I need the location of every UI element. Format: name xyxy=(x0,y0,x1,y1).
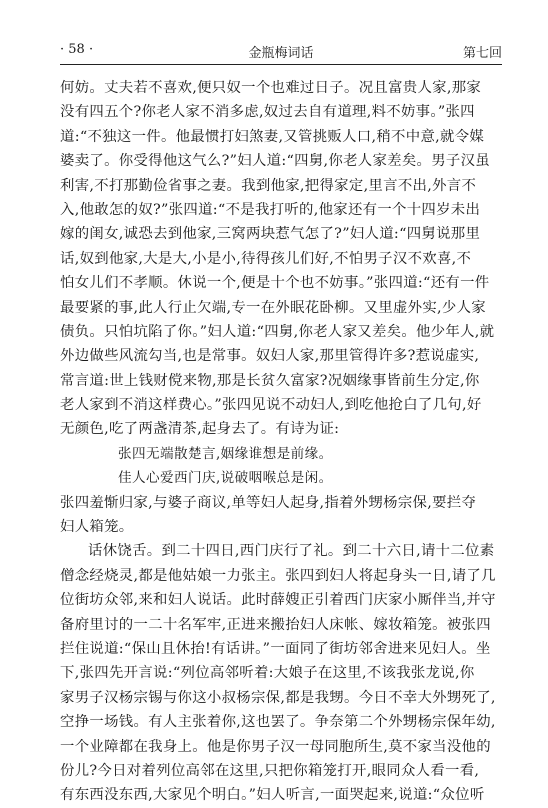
text-line: 份儿?今日对着列位高邻在这里,只把你箱笼打开,眼同众人看一看, xyxy=(60,762,480,779)
text-line: 最要紧的事,此人行止欠端,专一在外眠花卧柳。又里虚外实,少人家 xyxy=(60,299,486,316)
text-line: 张四羞惭归家,与婆子商议,单等妇人起身,指着外甥杨宗保,要拦夺 xyxy=(60,494,477,511)
text-line: 备府里讨的一二十名军牢,正进来搬抬妇人床帐、嫁妆箱笼。被张四 xyxy=(60,616,491,633)
text-line: 拦住说道:“保山且休抬!有话讲。”一面同了街坊邻舍进来见妇人。坐 xyxy=(60,640,491,657)
text-line: 债负。只怕坑陷了你。”妇人道:“四舅,你老人家又差矣。他少年人,就 xyxy=(60,323,495,340)
text-line: 婆卖了。你受得他这气么?”妇人道:“四舅,你老人家差矣。男子汉虽 xyxy=(60,153,491,170)
text-line: 家男子汉杨宗锡与你这小叔杨宗保,都是我甥。今日不幸大外甥死了, xyxy=(60,689,496,706)
text-line: 有东西没东西,大家见个明白。”妇人听言,一面哭起来,说道:“众位听 xyxy=(60,787,485,804)
text-line: 一个业障都在我身上。他是你男子汉一母同胞所生,莫不家当没他的 xyxy=(60,738,491,755)
text-line: 位街坊众邻,来和妇人说话。此时薛嫂正引着西门庆家小厮伴当,并守 xyxy=(60,592,496,609)
text-line: 妇人箱笼。 xyxy=(60,519,134,536)
text-line: 道:“不独这一件。他最惯打妇煞妻,又管挑贩人口,稍不中意,就令媒 xyxy=(60,128,485,145)
text-line: 老人家到不消这样费心。”张四见说不动妇人,到吃他抢白了几句,好 xyxy=(60,397,482,414)
text-line: 没有四五个?你老人家不消多虑,奴过去自有道理,料不妨事。”张四 xyxy=(60,104,475,121)
text-line: 嫁的闺女,诚恐去到他家,三窝两块惹气怎了?”妇人道:“四舅说那里 xyxy=(60,226,481,243)
running-header xyxy=(60,40,502,65)
text-line: 空挣一场钱。有人主张着你,这也罢了。争奈第二个外甥杨宗保年幼, xyxy=(60,714,496,731)
chapter-label: 第七回 xyxy=(462,46,502,61)
text-line: 无颜色,吃了两盏清茶,起身去了。有诗为证: xyxy=(60,421,340,438)
book-title: 金瓶梅词话 xyxy=(248,46,314,61)
text-line: 外边做些风流勾当,也是常事。奴妇人家,那里管得许多?惹说虚实, xyxy=(60,348,480,365)
paragraph-start-line: 话休饶舌。到二十四日,西门庆行了礼。到二十六日,请十二位素 xyxy=(88,543,495,560)
text-line: 利害,不打那勤俭省事之妻。我到他家,把得家定,里言不出,外言不 xyxy=(60,177,477,194)
poem-line: 张四无端散楚言,姻缘谁想是前缘。 xyxy=(118,445,333,462)
text-line: 话,奴到他家,大是大,小是小,待得孩儿们好,不怕男子汉不欢喜,不 xyxy=(60,250,472,267)
text-line: 僧念经烧灵,都是他姑娘一力张主。张四到妇人将起身头一日,请了几 xyxy=(60,567,496,584)
poem-line: 佳人心爱西门庆,说破咽喉总是闲。 xyxy=(118,470,333,487)
text-line: 常言道:世上钱财傥来物,那是长贫久富家?况姻缘事皆前生分定,你 xyxy=(60,372,480,389)
page-number: · 58 · xyxy=(60,42,94,57)
text-line: 下,张四先开言说:“列位高邻听着:大娘子在这里,不该我张龙说,你 xyxy=(60,665,475,682)
text-line: 入,他敢怎的奴?”张四道:“不是我打听的,他家还有一个十四岁未出 xyxy=(60,201,481,218)
page-body xyxy=(60,76,502,808)
text-line: 何妨。丈夫若不喜欢,便只奴一个也难过日子。况且富贵人家,那家 xyxy=(60,80,482,96)
text-line: 怕女儿们不孝顺。休说一个,便是十个也不妨事。”张四道:“还有一件 xyxy=(60,275,490,292)
